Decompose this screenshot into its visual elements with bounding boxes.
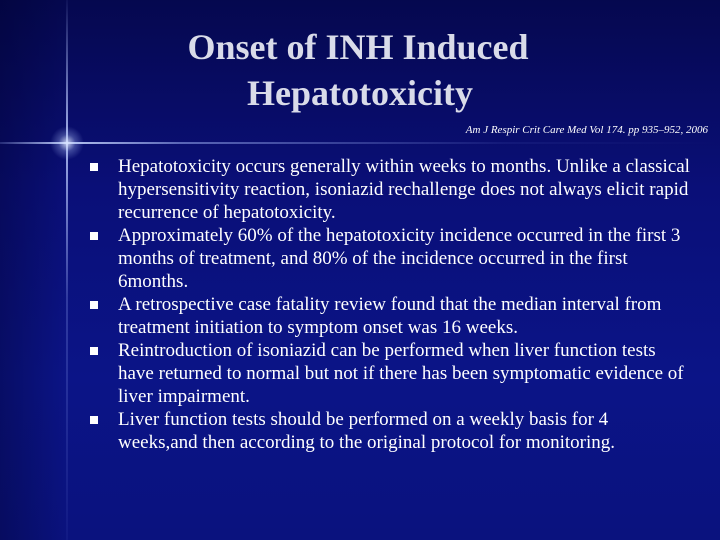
bullet-list [90, 155, 690, 454]
square-bullet-icon [90, 416, 98, 424]
bullet-item-5 [90, 408, 690, 454]
title-line-2: Hepatotoxicity [247, 73, 473, 113]
square-bullet-icon [90, 232, 98, 240]
horizontal-accent-line [0, 142, 720, 144]
slide-title [0, 24, 720, 116]
title-line-1: Onset of INH Induced [187, 27, 529, 67]
accent-glow [50, 126, 84, 160]
bullet-text: Reintroduction of isoniazid can be performed when liver function tests have returned to normal but not if there has been symptomatic evidence of liver impairment. [118, 340, 684, 407]
bullet-text: A retrospective case fatality review found that the median interval from treatment initiation to symptom onset was 16 weeks. [118, 294, 662, 338]
bullet-item-4 [90, 339, 690, 408]
bullet-item-1 [90, 155, 690, 224]
square-bullet-icon [90, 163, 98, 171]
bullet-text: Approximately 60% of the hepatotoxicity incidence occurred in the first 3 months of treatment, and 80% of the incidence occurred in the first 6months. [118, 225, 681, 292]
bullet-item-3 [90, 293, 690, 339]
square-bullet-icon [90, 347, 98, 355]
citation: Am J Respir Crit Care Med Vol 174. pp 935–952, 2006 [465, 124, 708, 136]
bullet-text: Hepatotoxicity occurs generally within weeks to months. Unlike a classical hypersensitivity reaction, isoniazid rechallenge does not always elicit rapid recurrence of hepatotoxicity. [118, 156, 690, 223]
square-bullet-icon [90, 301, 98, 309]
bullet-item-2 [90, 224, 690, 293]
bullet-text: Liver function tests should be performed on a weekly basis for 4 weeks,and then according to the original protocol for monitoring. [118, 409, 616, 453]
